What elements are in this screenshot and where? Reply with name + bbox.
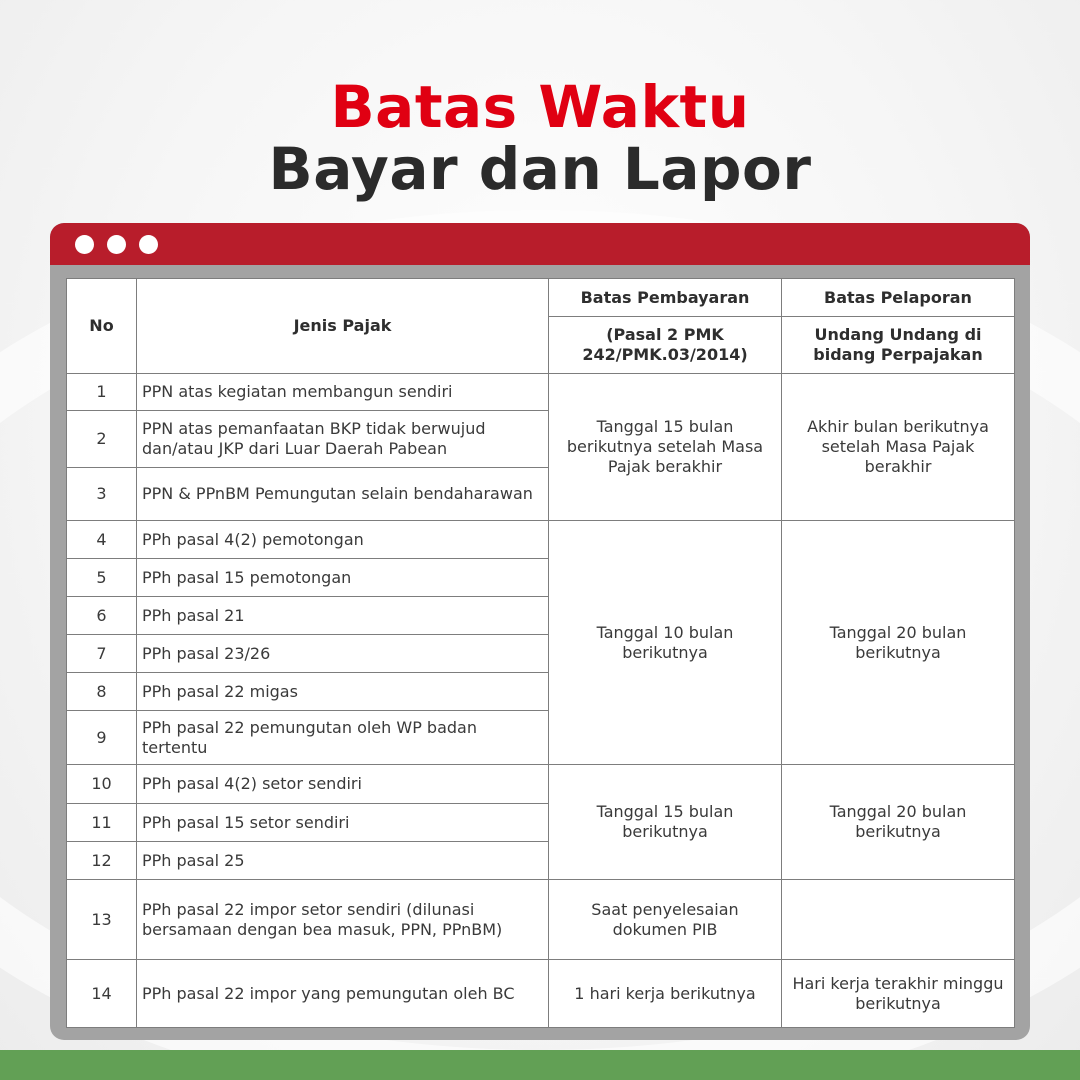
payment-deadline-cell: Saat penyelesaian dokumen PIB — [549, 880, 782, 960]
browser-window — [50, 223, 1030, 1040]
header-batas-pembayaran: Batas Pembayaran — [549, 279, 782, 317]
header-no: No — [67, 279, 137, 374]
row-tax-type: PPh pasal 22 pemungutan oleh WP badan tertentu — [137, 711, 549, 765]
row-tax-type: PPh pasal 25 — [137, 842, 549, 880]
header-batas-pelaporan: Batas Pelaporan — [782, 279, 1015, 317]
row-tax-type: PPh pasal 23/26 — [137, 635, 549, 673]
report-deadline-cell: Hari kerja terakhir minggu berikutnya — [782, 960, 1015, 1028]
report-deadline-cell: Akhir bulan berikutnya setelah Masa Pajak berakhir — [782, 374, 1015, 521]
row-tax-type: PPh pasal 4(2) setor sendiri — [137, 765, 549, 804]
row-tax-type: PPh pasal 15 setor sendiri — [137, 804, 549, 842]
row-number: 13 — [67, 880, 137, 960]
payment-deadline-cell: 1 hari kerja berikutnya — [549, 960, 782, 1028]
report-deadline-cell: Tanggal 20 bulan berikutnya — [782, 765, 1015, 880]
row-number: 11 — [67, 804, 137, 842]
row-tax-type: PPh pasal 4(2) pemotongan — [137, 521, 549, 559]
table-row — [67, 374, 1015, 411]
row-number: 6 — [67, 597, 137, 635]
row-number: 9 — [67, 711, 137, 765]
table-row — [67, 960, 1015, 1028]
row-tax-type: PPh pasal 21 — [137, 597, 549, 635]
table-row — [67, 765, 1015, 804]
tax-deadline-table-area — [66, 278, 1014, 1028]
page-title — [0, 73, 1080, 203]
row-number: 14 — [67, 960, 137, 1028]
report-deadline-cell — [782, 880, 1015, 960]
row-number: 10 — [67, 765, 137, 804]
row-tax-type: PPN & PPnBM Pemungutan selain bendaharawan — [137, 468, 549, 521]
row-tax-type: PPh pasal 22 impor yang pemungutan oleh BC — [137, 960, 549, 1028]
payment-deadline-cell: Tanggal 15 bulan berikutnya — [549, 765, 782, 880]
window-dot-icon — [107, 235, 126, 254]
row-tax-type: PPN atas kegiatan membangun sendiri — [137, 374, 549, 411]
row-number: 8 — [67, 673, 137, 711]
table-row — [67, 880, 1015, 960]
row-tax-type: PPh pasal 22 migas — [137, 673, 549, 711]
payment-deadline-cell: Tanggal 15 bulan berikutnya setelah Masa Pajak berakhir — [549, 374, 782, 521]
row-number: 4 — [67, 521, 137, 559]
row-number: 7 — [67, 635, 137, 673]
row-number: 12 — [67, 842, 137, 880]
payment-deadline-cell: Tanggal 10 bulan berikutnya — [549, 521, 782, 765]
header-pelaporan-basis: Undang Undang di bidang Perpajakan — [782, 317, 1015, 374]
title-line-2: Bayar dan Lapor — [268, 135, 812, 203]
footer-bar — [0, 1050, 1080, 1080]
table-header-row — [67, 279, 1015, 317]
report-deadline-cell: Tanggal 20 bulan berikutnya — [782, 521, 1015, 765]
header-jenis-pajak: Jenis Pajak — [137, 279, 549, 374]
table-row — [67, 521, 1015, 559]
window-dot-icon — [75, 235, 94, 254]
row-number: 5 — [67, 559, 137, 597]
row-number: 1 — [67, 374, 137, 411]
window-dot-icon — [139, 235, 158, 254]
row-number: 3 — [67, 468, 137, 521]
tax-deadline-table — [66, 278, 1015, 1028]
row-tax-type: PPh pasal 15 pemotongan — [137, 559, 549, 597]
row-number: 2 — [67, 411, 137, 468]
window-title-bar — [50, 223, 1030, 265]
row-tax-type: PPN atas pemanfaatan BKP tidak berwujud dan/atau JKP dari Luar Daerah Pabean — [137, 411, 549, 468]
row-tax-type: PPh pasal 22 impor setor sendiri (dilunasi bersamaan dengan bea masuk, PPN, PPnBM) — [137, 880, 549, 960]
header-pembayaran-basis: (Pasal 2 PMK 242/PMK.03/2014) — [549, 317, 782, 374]
title-line-1: Batas Waktu — [330, 73, 750, 141]
